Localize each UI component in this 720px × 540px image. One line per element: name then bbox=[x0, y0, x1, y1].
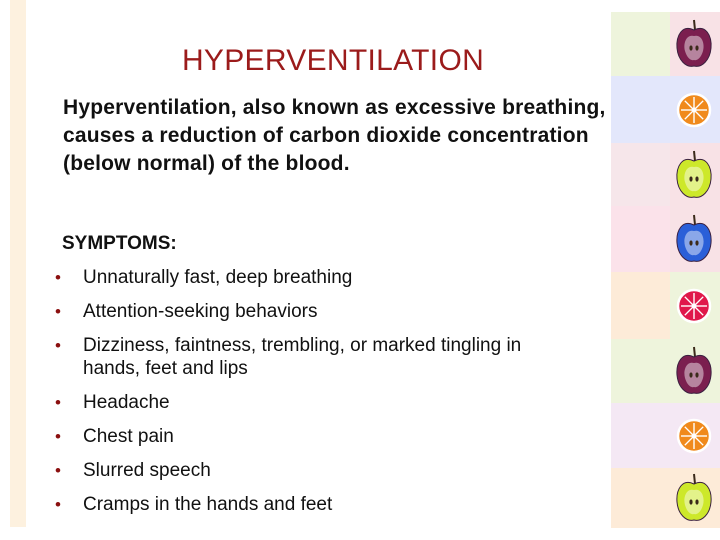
symptom-text: Unnaturally fast, deep breathing bbox=[83, 267, 353, 288]
symptom-item bbox=[55, 459, 575, 482]
fruit-strip-row bbox=[611, 403, 720, 468]
symptom-item bbox=[55, 493, 575, 516]
bullet-icon: • bbox=[55, 336, 61, 355]
symptom-text: Chest pain bbox=[83, 426, 174, 447]
fruit-strip-row bbox=[611, 272, 720, 339]
strip-cell bbox=[611, 12, 670, 76]
strip-cell bbox=[611, 468, 670, 528]
left-accent-bar bbox=[10, 0, 26, 527]
fruit-strip-row bbox=[611, 468, 720, 528]
fruit-strip-row bbox=[611, 12, 720, 76]
bullet-icon: • bbox=[55, 495, 61, 514]
fruit-decoration-strip bbox=[611, 12, 720, 528]
strip-cell bbox=[611, 403, 670, 468]
apple-half-icon bbox=[674, 213, 714, 270]
fruit-strip-row bbox=[611, 206, 720, 272]
symptom-list bbox=[55, 266, 575, 527]
symptom-item bbox=[55, 334, 575, 380]
fruit-strip-row bbox=[611, 143, 720, 206]
bullet-icon: • bbox=[55, 427, 61, 446]
symptom-item bbox=[55, 300, 575, 323]
grapefruit-slice-icon bbox=[674, 280, 714, 337]
symptom-text: Dizziness, faintness, trembling, or marked tingling in hands, feet and lips bbox=[83, 335, 522, 379]
slide-title: HYPERVENTILATION bbox=[181, 44, 485, 77]
bullet-icon: • bbox=[55, 461, 61, 480]
symptom-item bbox=[55, 425, 575, 448]
strip-cell bbox=[611, 339, 670, 403]
strip-cell bbox=[611, 143, 670, 206]
bullet-icon: • bbox=[55, 302, 61, 321]
symptom-text: Attention-seeking behaviors bbox=[83, 301, 318, 322]
bullet-icon: • bbox=[55, 393, 61, 412]
symptom-text: Headache bbox=[83, 392, 170, 413]
symptoms-heading: SYMPTOMS: bbox=[62, 233, 177, 254]
apple-half-icon bbox=[674, 345, 714, 402]
strip-cell bbox=[611, 206, 670, 272]
fruit-strip-row bbox=[611, 339, 720, 403]
intro-paragraph: Hyperventilation, also known as excessive breathing, causes a reduction of carbon dioxide concentration (below normal) of the blood. bbox=[63, 96, 606, 175]
strip-cell bbox=[611, 76, 670, 143]
apple-half-icon bbox=[674, 472, 714, 529]
symptom-item bbox=[55, 391, 575, 414]
orange-slice-icon bbox=[674, 84, 714, 141]
apple-half-icon bbox=[674, 18, 714, 75]
symptom-item bbox=[55, 266, 575, 289]
orange-slice-icon bbox=[674, 410, 714, 467]
fruit-strip-row bbox=[611, 76, 720, 143]
symptom-text: Slurred speech bbox=[83, 460, 211, 481]
symptom-text: Cramps in the hands and feet bbox=[83, 494, 333, 515]
strip-cell bbox=[611, 272, 670, 339]
apple-half-icon bbox=[674, 149, 714, 206]
bullet-icon: • bbox=[55, 268, 61, 287]
